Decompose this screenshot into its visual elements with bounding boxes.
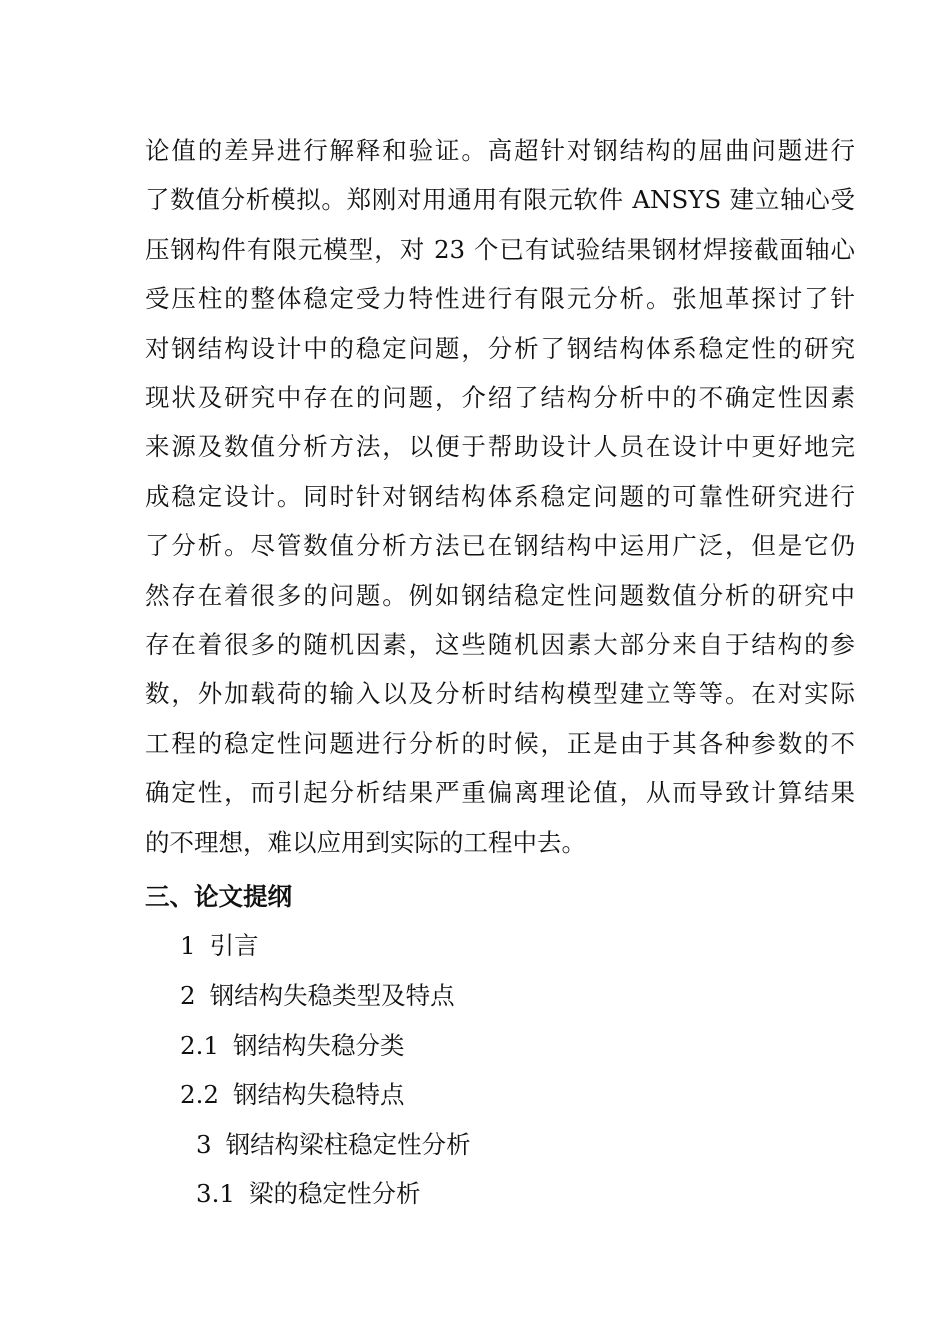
paragraph-line: 了数值分析模拟。郑刚对用通用有限元软件 ANSYS 建立轴心受 bbox=[145, 185, 855, 215]
paragraph-line: 了分析。尽管数值分析方法已在钢结构中运用广泛，但是它仍 bbox=[145, 531, 855, 561]
outline-item bbox=[196, 1120, 471, 1169]
outline-item bbox=[180, 1021, 404, 1070]
outline-item-number: 3 bbox=[196, 1130, 212, 1159]
outline-item-number: 1 bbox=[180, 931, 196, 960]
section-heading: 三、论文提纲 bbox=[145, 882, 292, 911]
paragraph-line: 论值的差异进行解释和验证。高超针对钢结构的屈曲问题进行 bbox=[145, 136, 855, 165]
outline-item-title: 钢结构失稳类型及特点 bbox=[209, 981, 455, 1010]
outline-item bbox=[180, 1070, 404, 1119]
paragraph-line: 现状及研究中存在的问题，介绍了结构分析中的不确定性因素 bbox=[145, 383, 855, 413]
outline-item bbox=[180, 971, 455, 1020]
body-paragraph bbox=[145, 126, 855, 867]
paragraph-line: 数，外加载荷的输入以及分析时结构模型建立等等。在对实际 bbox=[145, 679, 855, 709]
outline-item-number: 3.1 bbox=[196, 1179, 235, 1208]
paragraph-line: 压钢构件有限元模型，对 23 个已有试验结果钢材焊接截面轴心 bbox=[145, 234, 855, 264]
outline-item bbox=[196, 1169, 420, 1218]
paragraph-line: 的不理想，难以应用到实际的工程中去。 bbox=[145, 827, 586, 857]
outline-item-title: 引言 bbox=[209, 931, 259, 960]
paragraph-line: 成稳定设计。同时针对钢结构体系稳定问题的可靠性研究进行 bbox=[145, 481, 855, 511]
outline-item-number: 2.2 bbox=[180, 1080, 219, 1109]
paragraph-line: 受压柱的整体稳定受力特性进行有限元分析。张旭革探讨了针 bbox=[145, 284, 855, 314]
paragraph-line: 然存在着很多的问题。例如钢结稳定性问题数值分析的研究中 bbox=[145, 580, 855, 610]
outline-item-title: 钢结构失稳特点 bbox=[232, 1080, 405, 1109]
paragraph-line: 来源及数值分析方法，以便于帮助设计人员在设计中更好地完 bbox=[145, 432, 855, 462]
paragraph-line: 存在着很多的随机因素，这些随机因素大部分来自于结构的参 bbox=[145, 630, 855, 660]
outline-item-number: 2 bbox=[180, 981, 196, 1010]
outline-item bbox=[180, 921, 259, 970]
paragraph-line: 对钢结构设计中的稳定问题，分析了钢结构体系稳定性的研究 bbox=[145, 333, 855, 363]
outline-item-title: 钢结构梁柱稳定性分析 bbox=[225, 1130, 471, 1159]
outline-item-title: 钢结构失稳分类 bbox=[232, 1031, 405, 1060]
outline-item-title: 梁的稳定性分析 bbox=[248, 1179, 421, 1208]
paragraph-line: 工程的稳定性问题进行分析的时候，正是由于其各种参数的不 bbox=[145, 728, 855, 758]
outline-item-number: 2.1 bbox=[180, 1031, 219, 1060]
paragraph-line: 确定性，而引起分析结果严重偏离理论值，从而导致计算结果 bbox=[145, 778, 855, 808]
